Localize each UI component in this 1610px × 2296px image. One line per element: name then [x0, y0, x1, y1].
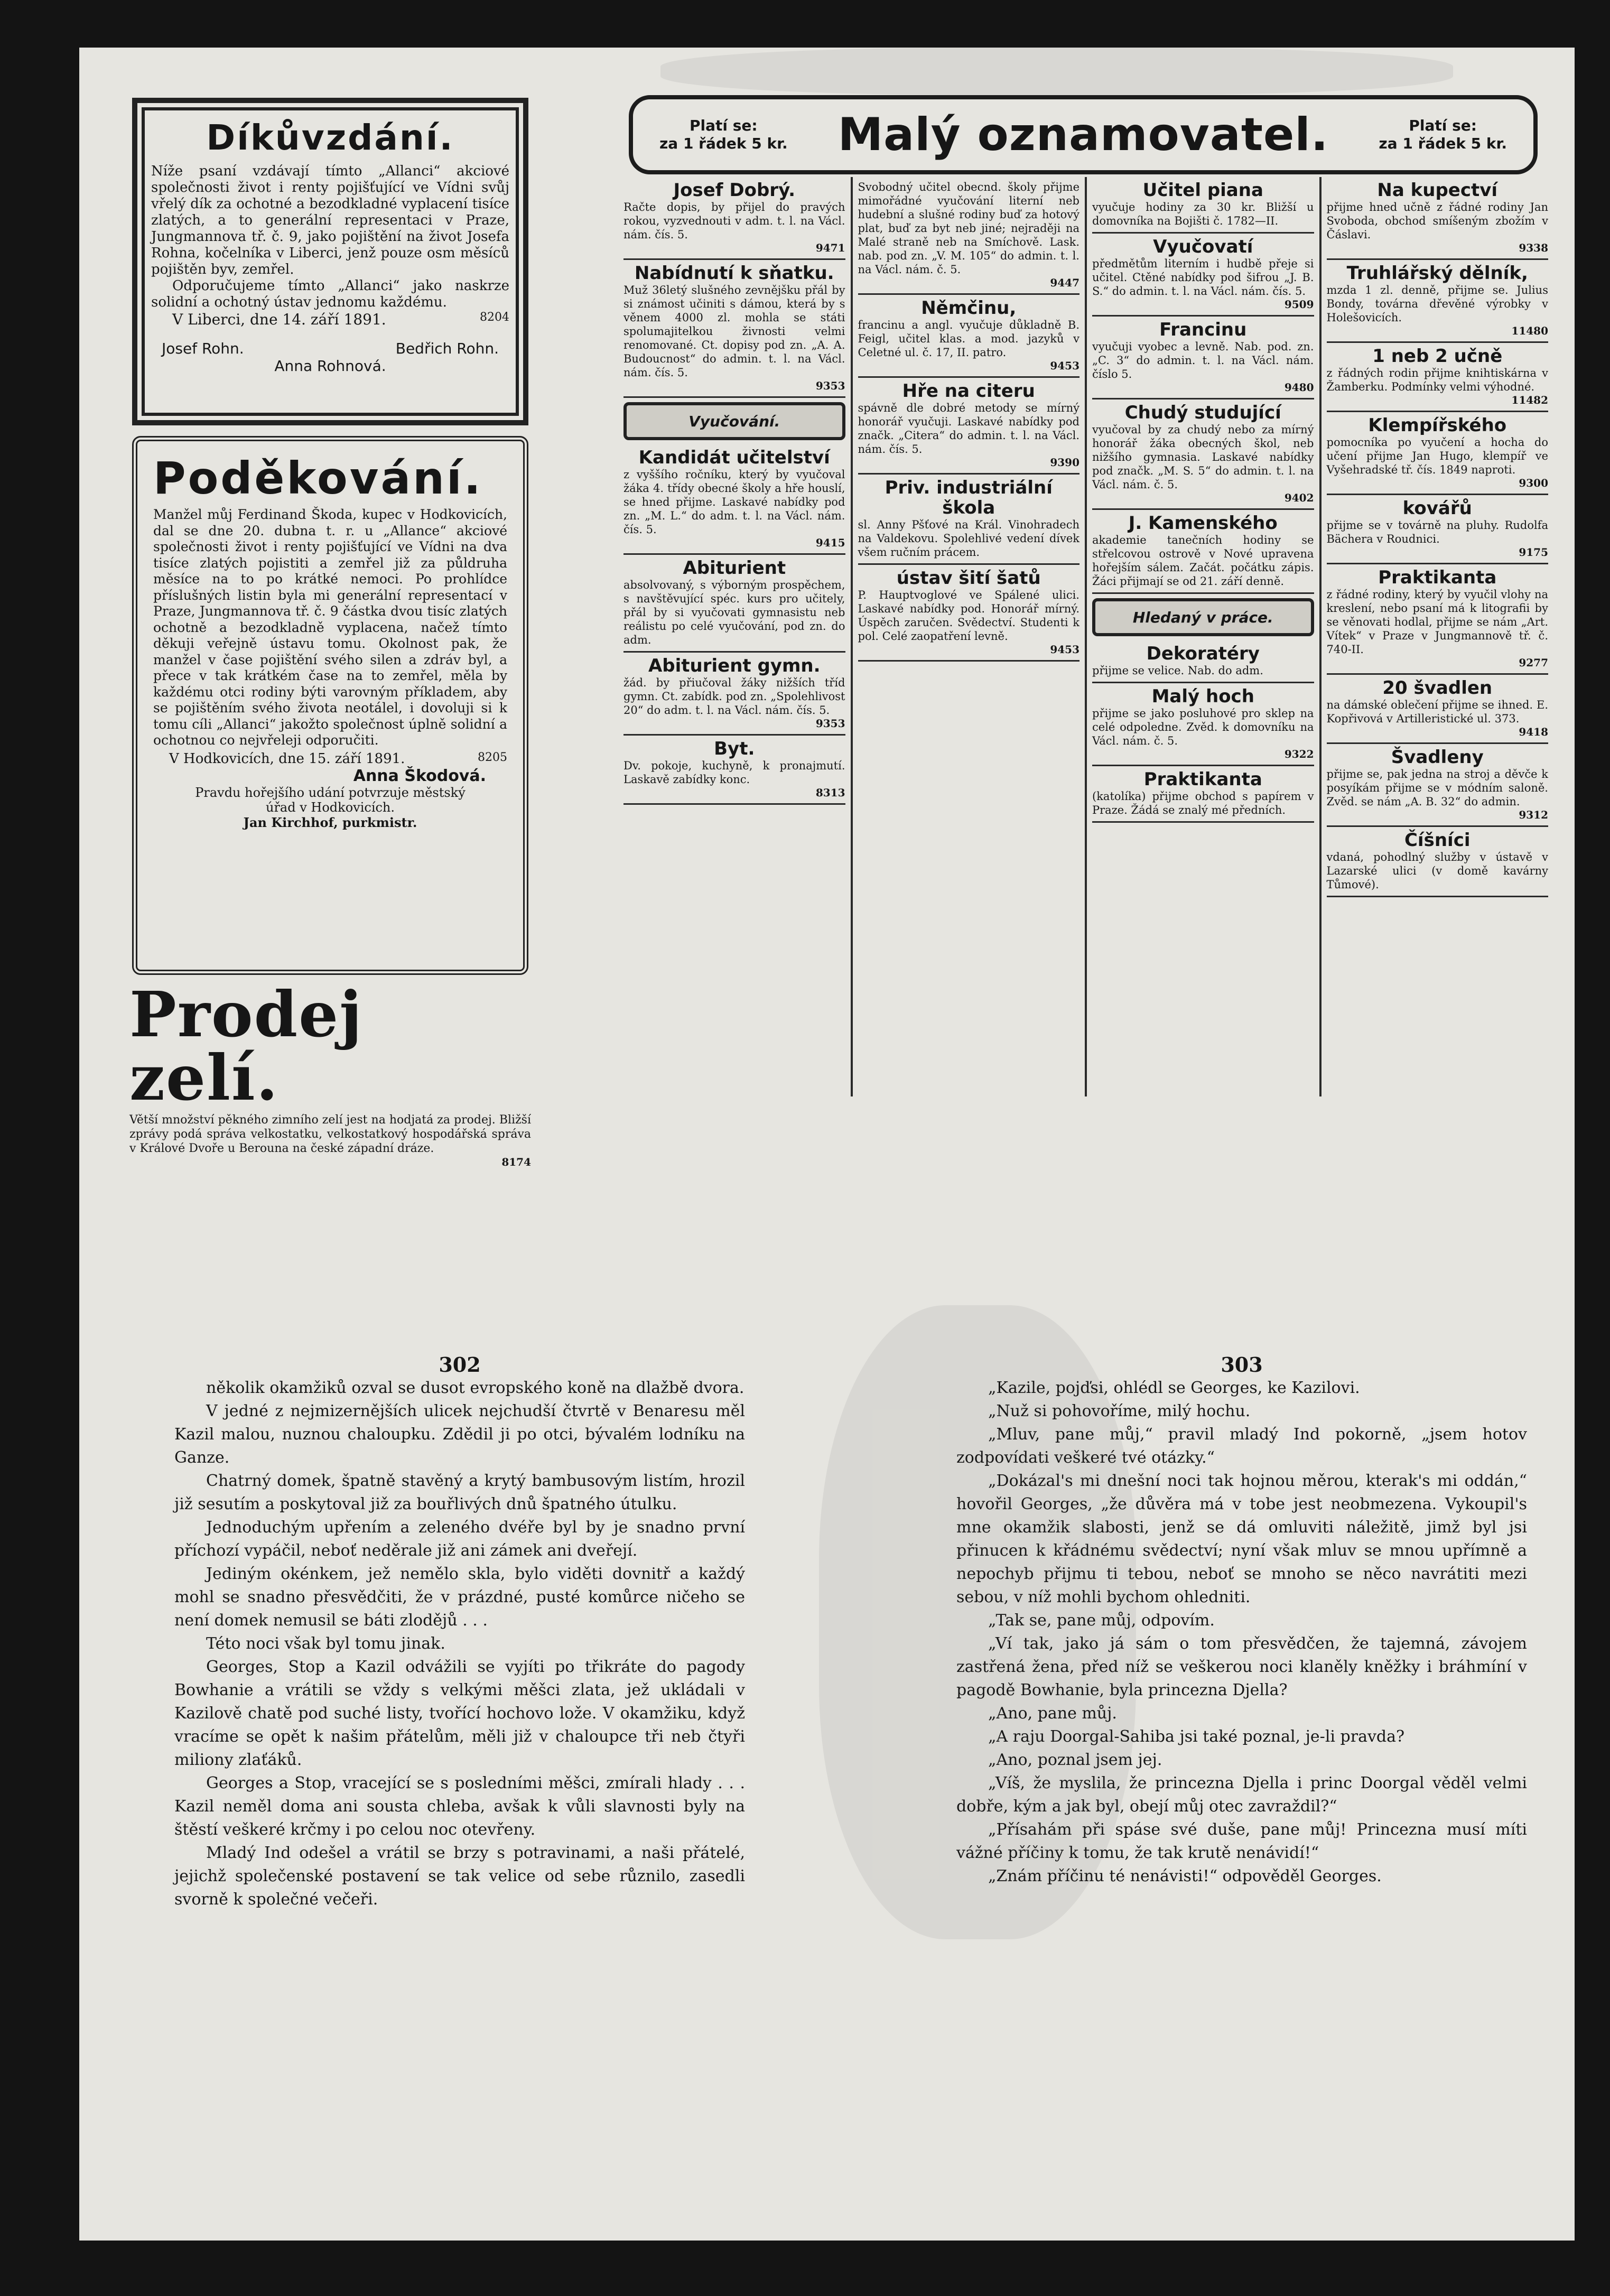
classified-ad-heading: Francinu — [1159, 319, 1247, 340]
classified-ad — [858, 378, 1080, 475]
story-paragraph: několik okamžiků ozval se dusot evropského koně na dlažbě dvora. — [206, 1379, 744, 1397]
podekovani-body: Manžel můj Ferdinand Škoda, kupec v Hodkovicích, dal se dne 20. dubna t. r. u „Allance“ akciové společnosti život i renty pojišťující ve Vídni na dva tisíce zlatých pojistiti a zemřel již za půldruha měsíce na to po krátké nemoci. Po prohlídce příslušných listin byla mi generální representací v Praze, Jungmannova tř. č. 9 částka dvou tisíc zlatých ochotně a bezodkladně vyplacena, načež tímto děkuji veřejně ústavu tomu. Okolnost pak, že manžel v čase pojištění svého silen a zdráv byl, a přece v tak krátkém čase na to zemřel, měla by každému otci rodiny býti varovným příkladem, aby se pojištěním svého života neotálel, i dovoluji si k tomu cíli „Allanci“ jakožto společnost úplně solidní a ochotnou co nejvřeleji odporučiti. — [153, 507, 507, 748]
classified-ad-heading: 20 švadlen — [1382, 677, 1493, 699]
classified-ad-number: 11482 — [1511, 394, 1548, 406]
classified-ad-body: vyučoval by za chudý nebo za mírný honorář žáka obecných škol, neb nižšího gymnasia. Laskavé nabídky pod značk. „M. S. 5“ do admin. t. l. na Václ. nám. č. 5. — [1092, 423, 1314, 491]
classified-ad-number: 8313 — [815, 786, 845, 799]
classified-ad-heading: Švadleny — [1391, 747, 1484, 768]
classified-ad-number: 11480 — [1511, 324, 1548, 337]
podekovani-num: 8205 — [478, 750, 507, 764]
classified-ad — [1092, 683, 1314, 766]
thanks-ad-place: V Liberci, dne 14. září 1891. — [172, 311, 386, 328]
classified-ad-body: z řádné rodiny, který by vyučil vlohy na kreslení, nebo psaní má k litografii by se věnovati hodlal, přijme se nám „Art. Vítek“ v Praze v Jungmannově tř. č. 740-II. — [1326, 588, 1548, 656]
classified-ad-number: 9322 — [1284, 748, 1314, 760]
cabbage-sale-title: Prodej zelí. — [129, 978, 363, 1114]
signature-anna-skodova: Anna Škodová. — [353, 766, 486, 785]
story-paragraph: Chatrný domek, špatně stavěný a krytý bambusovým listím, hrozil již sesutím a poskytoval již za bouřlivých dnů špatného útulku. — [174, 1472, 745, 1513]
story-paragraph: Jednoduchým upřením a zeleného dvéře byl by je snadno první příchozí vypáčil, neboť neděrale již ani zámek ani dveřejí. — [174, 1518, 745, 1560]
story-paragraph: „Nuž si pohovoříme, milý hochu. — [988, 1402, 1251, 1420]
classified-ad-body: francinu a angl. vyučuje důkladně B. Feigl, učitel klas. a mod. jazyků v Celetné ul. č. 17, II. patro. — [858, 319, 1079, 359]
classified-ad-body: Svobodný učitel obecnd. školy přijme mimořádné vyučování literní neb hudební a slušné rodiny buď za hotový plat, buď za byt neb jiné; nejraději na Malé straně neb na Smíchově. Lask. nab. pod zn. „V. M. 105“ do admin. t. l. na Václ. nám. č. 5. — [858, 181, 1079, 276]
classified-ad — [623, 444, 845, 555]
story-left-page — [174, 1353, 745, 1911]
classified-ad-heading: Kandidát učitelství — [638, 447, 830, 468]
story-paragraph: „A raju Doorgal-Sahiba jsi také poznal, je-li pravda? — [988, 1727, 1405, 1746]
classified-ad — [1327, 260, 1549, 343]
story-paragraph: „Ano, poznal jsem jej. — [988, 1751, 1162, 1769]
classified-ad-body: Račte dopis, by přijel do pravých rokou, vyzvednouti v adm. t. l. na Václ. nám. čís. 5. — [623, 201, 845, 241]
classified-ad-number: 9338 — [1519, 241, 1548, 254]
signature-josef-rohn: Josef Rohn. — [162, 340, 244, 357]
classified-ad-number: 9175 — [1519, 546, 1548, 559]
classified-ad-number: 9509 — [1284, 298, 1314, 311]
classified-ad-body: přijme se v továrně na pluhy. Rudolfa Bächera v Roudnici. — [1326, 519, 1548, 545]
signature-anna-rohnova: Anna Rohnová. — [274, 357, 386, 375]
classified-ad-body: přijme se jako posluhové pro sklep na celé odpoledne. Zvěd. k domovníku na Václ. nám. č. 5. — [1092, 707, 1314, 747]
classified-ad-heading: Dekoratéry — [1146, 643, 1260, 664]
price-label-left-top: Platí se: — [689, 117, 758, 134]
price-label-left-bottom: za 1 řádek 5 kr. — [659, 135, 788, 152]
classified-ad-heading: Malý hoch — [1151, 686, 1254, 707]
classified-ad — [623, 653, 845, 736]
story-paragraph: „Víš, že myslila, že princezna Djella i princ Doorgal věděl velmi dobře, kým a jak byl, obejí můj otec zavraždil?“ — [956, 1774, 1527, 1816]
classified-ad-number: 9353 — [815, 379, 845, 392]
signature-bedrich-rohn: Bedřich Rohn. — [395, 340, 499, 357]
classified-ad-body: spávně dle dobré metody se mírný honorář vyučuji. Laskavé nabídky pod značk. „Citera“ do admin. t. l. na Václ. nám. čís. 5. — [858, 402, 1079, 456]
classified-ad — [1327, 564, 1549, 675]
story-paragraph: „Znám příčinu té nenávisti!“ odpověděl Georges. — [988, 1867, 1382, 1885]
classified-ad-body: (katolíka) přijme obchod s papírem v Praze. Žádá se znalý mé předních. — [1092, 790, 1314, 816]
classified-ad-body: absolvovaný, s výborným prospěchem, s navštěvující spéc. kurs pro učitely, přál by si vyučovati gymnasistu neb reálistu po celé vyučování, pod zn. do adm. — [623, 579, 845, 646]
podekovani-cert: Pravdu hořejšího udání potvrzuje městský úřad v Hodkovicích. — [195, 785, 466, 815]
story-left-text — [174, 1377, 745, 1911]
thanks-ad-title: Díkůvzdání. — [206, 117, 454, 158]
classified-ad-heading: Na kupectví — [1377, 180, 1498, 201]
cabbage-sale-body: Větší množství pěkného zimního zelí jest na hodjatá za prodej. Bližší zprávy podá správa velkostatku, velkostatkový hospodářská správa v Králové Dvoře u Berouna na české západní dráze. — [129, 1113, 531, 1155]
classified-ad — [623, 177, 845, 260]
classified-ad — [1327, 675, 1549, 744]
classified-ad-body: sl. Anny Pšťové na Král. Vinohradech na Valdekovu. Spolehlivé vedení dívek všem ručním prácem. — [858, 518, 1079, 559]
classified-ad-body: vdaná, pohodlný služby v ústavě v Lazarské ulici (v domě kavárny Tůmové). — [1326, 851, 1548, 891]
classified-ad — [858, 565, 1080, 662]
classified-ad — [623, 555, 845, 653]
classified-ad-heading: kovářů — [1402, 498, 1472, 519]
newspaper-page — [79, 48, 1575, 2241]
classified-ad — [623, 260, 845, 398]
story-right-text — [956, 1377, 1527, 1888]
classified-ad-number: 9418 — [1519, 726, 1548, 738]
classified-ad-body: vyučuje hodiny za 30 kr. Bližší u domovníka na Bojišti č. 1782—II. — [1092, 201, 1314, 227]
classified-ad-heading: Abiturient gymn. — [648, 655, 821, 676]
classified-ad — [1327, 495, 1549, 564]
classified-ad — [1092, 177, 1314, 234]
story-paragraph: „Přísahám při spáse své duše, pane můj! Princezna musí míti vážné příčiny k tomu, že tak krutě nenávidí!“ — [956, 1820, 1527, 1862]
classified-ad-heading: J. Kamenského — [1128, 513, 1278, 534]
section-logo: Vyučování. — [623, 402, 845, 440]
classified-ad-heading: Truhlářský dělník, — [1346, 263, 1528, 284]
classified-ad-body: P. Hauptvoglové ve Spálené ulici. Laskavé nabídky pod. Honorář mírný. Úspěch zaručen. Svědectví. Studenti k pol. Celé zaopatření levně. — [858, 589, 1079, 643]
classifieds-header — [629, 95, 1538, 174]
cabbage-sale-num: 8174 — [501, 1156, 531, 1168]
classified-ad-heading: Učitel piana — [1142, 180, 1263, 201]
story-paragraph: „Ví tak, jako já sám o tom přesvědčen, že tajemná, závojem zastřená žena, před níž se veškerou noci klaněly kněžky i bráhmíní v pagodě Bowhanie, byla princezna Djella? — [956, 1634, 1527, 1699]
podekovani-title: Poděkování. — [153, 452, 483, 504]
classified-ad-heading: Byt. — [714, 738, 755, 759]
classified-ad — [1327, 827, 1549, 897]
classified-ad — [1092, 766, 1314, 823]
story-paragraph: „Ano, pane můj. — [988, 1704, 1117, 1723]
classified-ad-heading: Číšníci — [1404, 830, 1471, 851]
story-paragraph: „Tak se, pane můj, odpovím. — [988, 1611, 1215, 1630]
podekovani-mayor: Jan Kirchhof, purkmistr. — [243, 814, 417, 830]
story-paragraph: Této noci však byl tomu jinak. — [206, 1634, 445, 1653]
classified-ad-heading: Abiturient — [683, 557, 786, 579]
classifieds-title: Malý oznamovatel. — [837, 108, 1329, 161]
classified-ad-number: 9300 — [1519, 477, 1548, 489]
scan-smudge — [660, 48, 1453, 95]
classified-ad — [1092, 234, 1314, 317]
classified-ad — [858, 177, 1080, 295]
classified-ad-number: 9277 — [1519, 656, 1548, 669]
story-paragraph: Georges, Stop a Kazil odvážili se vyjíti po třikráte do pagody Bowhanie a vrátili se vždy s velkými měšci zlata, jež ukládali v Kazilově chatě pod suché listy, tvořící hochovo lože. V okamžiku, když vracíme se opět k našim přátelům, měli již v chaloupce tři neb čtyři miliony zlaťáků. — [174, 1658, 745, 1769]
classified-ad-heading: ústav šití šatů — [896, 568, 1041, 589]
cabbage-sale-ad — [129, 978, 531, 1168]
classified-ad-body: z řádných rodin přijme knihtiskárna v Žamberku. Podmínky velmi výhodné. — [1326, 367, 1548, 393]
classified-ad — [1092, 317, 1314, 399]
classified-ad-body: Dv. pokoje, kuchyně, k pronajmutí. Laskavě zabídky konc. — [623, 759, 845, 786]
classified-ad-heading: Němčinu, — [921, 298, 1017, 319]
classified-ad-number: 9447 — [1050, 276, 1079, 289]
price-label-right-bottom: za 1 řádek 5 kr. — [1379, 135, 1507, 152]
story-right-page — [956, 1353, 1527, 1888]
classified-ad-number: 9402 — [1284, 491, 1314, 504]
classified-ad-heading: Praktikanta — [1143, 769, 1262, 790]
classified-ad — [1092, 640, 1314, 683]
classified-ad-heading: Priv. industriální škola — [885, 477, 1053, 518]
classified-ad-body: na dámské oblečení přijme se ihned. E. Kopřivová v Artilleristické ul. 373. — [1326, 699, 1548, 725]
classified-ad-number: 9453 — [1050, 643, 1079, 656]
classified-ad-body: přijme hned učně z řádné rodiny Jan Svoboda, obchod smíšeným zbožím v Čáslavi. — [1326, 201, 1548, 241]
classified-ad — [1327, 343, 1549, 412]
classified-ad-heading: Hře na citeru — [902, 380, 1035, 402]
classifieds-col-2 — [853, 177, 1087, 1096]
classified-ad — [858, 295, 1080, 378]
classifieds-columns — [618, 177, 1553, 1096]
classifieds-col-1 — [618, 177, 853, 1096]
classified-ad — [1327, 177, 1549, 260]
classified-ad-heading: Klempířského — [1368, 415, 1507, 436]
classified-ad-body: vyučuji vyobec a levně. Nab. pod. zn. „C. 3“ do admin. t. l. na Václ. nám. číslo 5. — [1092, 340, 1314, 380]
classified-ad-body: žád. by přiučoval žáky nižších tříd gymn. Ct. zabídk. pod zn. „Spolehlivost 20“ do adm. t. l. na Václ. nám. čís. 5. — [623, 676, 845, 717]
story-paragraph: Jediným okénkem, jež nemělo skla, bylo viděti dovnitř a každý mohl se snadno přesvědčiti, že v prázdné, pusté komůrce ničeho se není domek nemusil se báti zlodějů . . . — [174, 1565, 745, 1630]
classified-ad-body: předmětům literním i hudbě přeje si učitel. Ctěné nabídky pod šifrou „J. B. S.“ do admin. t. l. na Václ. nám. čís. 5. — [1092, 257, 1314, 298]
classified-ad-number: 9312 — [1519, 808, 1548, 821]
classified-ad-number: 9453 — [1050, 359, 1079, 372]
classified-ad-number: 9390 — [1050, 456, 1079, 469]
classified-ad — [1092, 510, 1314, 594]
classified-ad — [1092, 399, 1314, 510]
classified-ad-number: 9353 — [815, 717, 845, 730]
classified-ad — [858, 475, 1080, 565]
thanks-ad-body2: Odporučujeme tímto „Allanci“ jako naskrze solidní a ochotný ústav jednomu každému. — [151, 278, 509, 310]
classified-ad-body: mzda 1 zl. denně, přijme se. Julius Bondy, továrna dřevěné výrobky v Holešovicích. — [1326, 284, 1548, 324]
story-paragraph: Georges a Stop, vracející se s posledními měšci, zmírali hlady . . . Kazil neměl doma ani sousta chleba, avšak k vůli slavnosti byly na štěstí veškeré krčmy i po celou noc otevřeny. — [174, 1774, 745, 1839]
page-number-right: 303 — [1221, 1353, 1263, 1377]
thanks-ad-rohn — [132, 98, 528, 425]
thanks-ad-num: 8204 — [480, 311, 509, 324]
classified-ad-heading: 1 neb 2 učně — [1372, 346, 1503, 367]
thanks-ad-skoda — [132, 436, 528, 975]
classified-ad — [1327, 744, 1549, 827]
classified-ad-heading: Nabídnutí k sňatku. — [634, 263, 834, 284]
price-label-right-top: Platí se: — [1409, 117, 1477, 134]
classified-ad-body: z vyššího ročníku, který by vyučoval žáka 4. třídy obecné školy a hře houslí, se hned přijme. Laskavé nabídky pod zn. „M. L.“ do adm. t. l. na Václ. nám. čís. 5. — [623, 468, 845, 536]
story-paragraph: Mladý Ind odešel a vrátil se brzy s potravinami, a naši přátelé, jejichž společenské postavení se tak velice od sebe různilo, zasedli svorně k společné večeři. — [174, 1844, 745, 1909]
thanks-ad-body: Níže psaní vzdávají tímto „Allanci“ akciové společnosti život i renty pojišťující ve Vídni svůj vřelý dík za ochotné a bezodkladné vyplacení tisíce zlatých, a to generální representaci v Praze, Jungmannova tř. č. 9, jako pojištění na život Josefa Rohna, kočelníka v Liberci, jenž pouze osm měsíců pojištěn byv, zemřel. — [151, 163, 509, 277]
classified-ad — [623, 736, 845, 805]
story-paragraph: „Mluv, pane můj,“ pravil mladý Ind pokorně, „jsem hotov zodpovídati veškeré tvé otázky.“ — [956, 1425, 1527, 1467]
page-number-left: 302 — [439, 1353, 481, 1377]
classified-ad-heading: Josef Dobrý. — [673, 180, 796, 201]
classified-ad-heading: Vyučovatí — [1153, 236, 1253, 257]
story-paragraph: „Dokázal's mi dnešní noci tak hojnou měrou, kterak's mi oddán,“ hovořil Georges, „že důvěra má v tobe jest neobmezena. Vykoupil's mne okamžik slabosti, jenž se dá omluviti náležitě, jimž byl jsi přinucen k křádnému svědectví; nyní však mluv se mnou upřímně a nepochyb přijmu ti tebou, neboť se mnoho se něco navrátiti mezi sebou, v níž mohli bychom ohledniti. — [956, 1472, 1527, 1606]
classified-ad-body: Muž 36letý slušného zevnějšku přál by si známost učiniti s dámou, která by s věnem 4000 zl. mohla se státi spolumajitelkou živnosti velmi renomované. Ct. dopisy pod zn. „A. A. Budoucnost“ do admin. t. l. na Václ. nám. čís. 5. — [623, 284, 845, 379]
classified-ad-body: pomocníka po vyučení a hocha do učení přijme Jan Hugo, klempíř ve Vyšehradské tř. čís. 1849 naproti. — [1326, 436, 1548, 476]
classified-ad-body: akademie tanečních hodiny se střelcovou ostrově v Nové upravena hořejším sálem. Začát. počátku zápis. Žáci přijmají se od 21. září denně. — [1092, 534, 1314, 588]
classified-ad-heading: Praktikanta — [1378, 567, 1497, 588]
classified-ad-body: přijme se velice. Nab. do adm. — [1092, 664, 1263, 677]
classified-ad-number: 9480 — [1284, 381, 1314, 394]
podekovani-place: V Hodkovicích, dne 15. září 1891. — [169, 750, 405, 767]
classified-ad-number: 9471 — [815, 241, 845, 254]
section-logo: Hledaný v práce. — [1092, 598, 1314, 636]
classified-ad-heading: Chudý studující — [1124, 402, 1281, 423]
classifieds-col-3 — [1087, 177, 1321, 1096]
classifieds-col-4 — [1321, 177, 1554, 1096]
classified-ad-body: přijme se, pak jedna na stroj a děvče k posyíkám přijme se v módním saloně. Zvěd. se nám „A. B. 32“ do admin. — [1326, 768, 1548, 808]
story-paragraph: V jedné z nejmizernějších ulicek nejchudší čtvrtě v Benaresu měl Kazil malou, nuznou chaloupku. Zdědil ji po otci, bývalém lodníku na Ganze. — [174, 1402, 745, 1467]
classified-ad-number: 9415 — [815, 536, 845, 549]
classified-ad — [1327, 412, 1549, 495]
story-paragraph: „Kazile, pojďsi, ohlédl se Georges, ke Kazilovi. — [988, 1379, 1360, 1397]
